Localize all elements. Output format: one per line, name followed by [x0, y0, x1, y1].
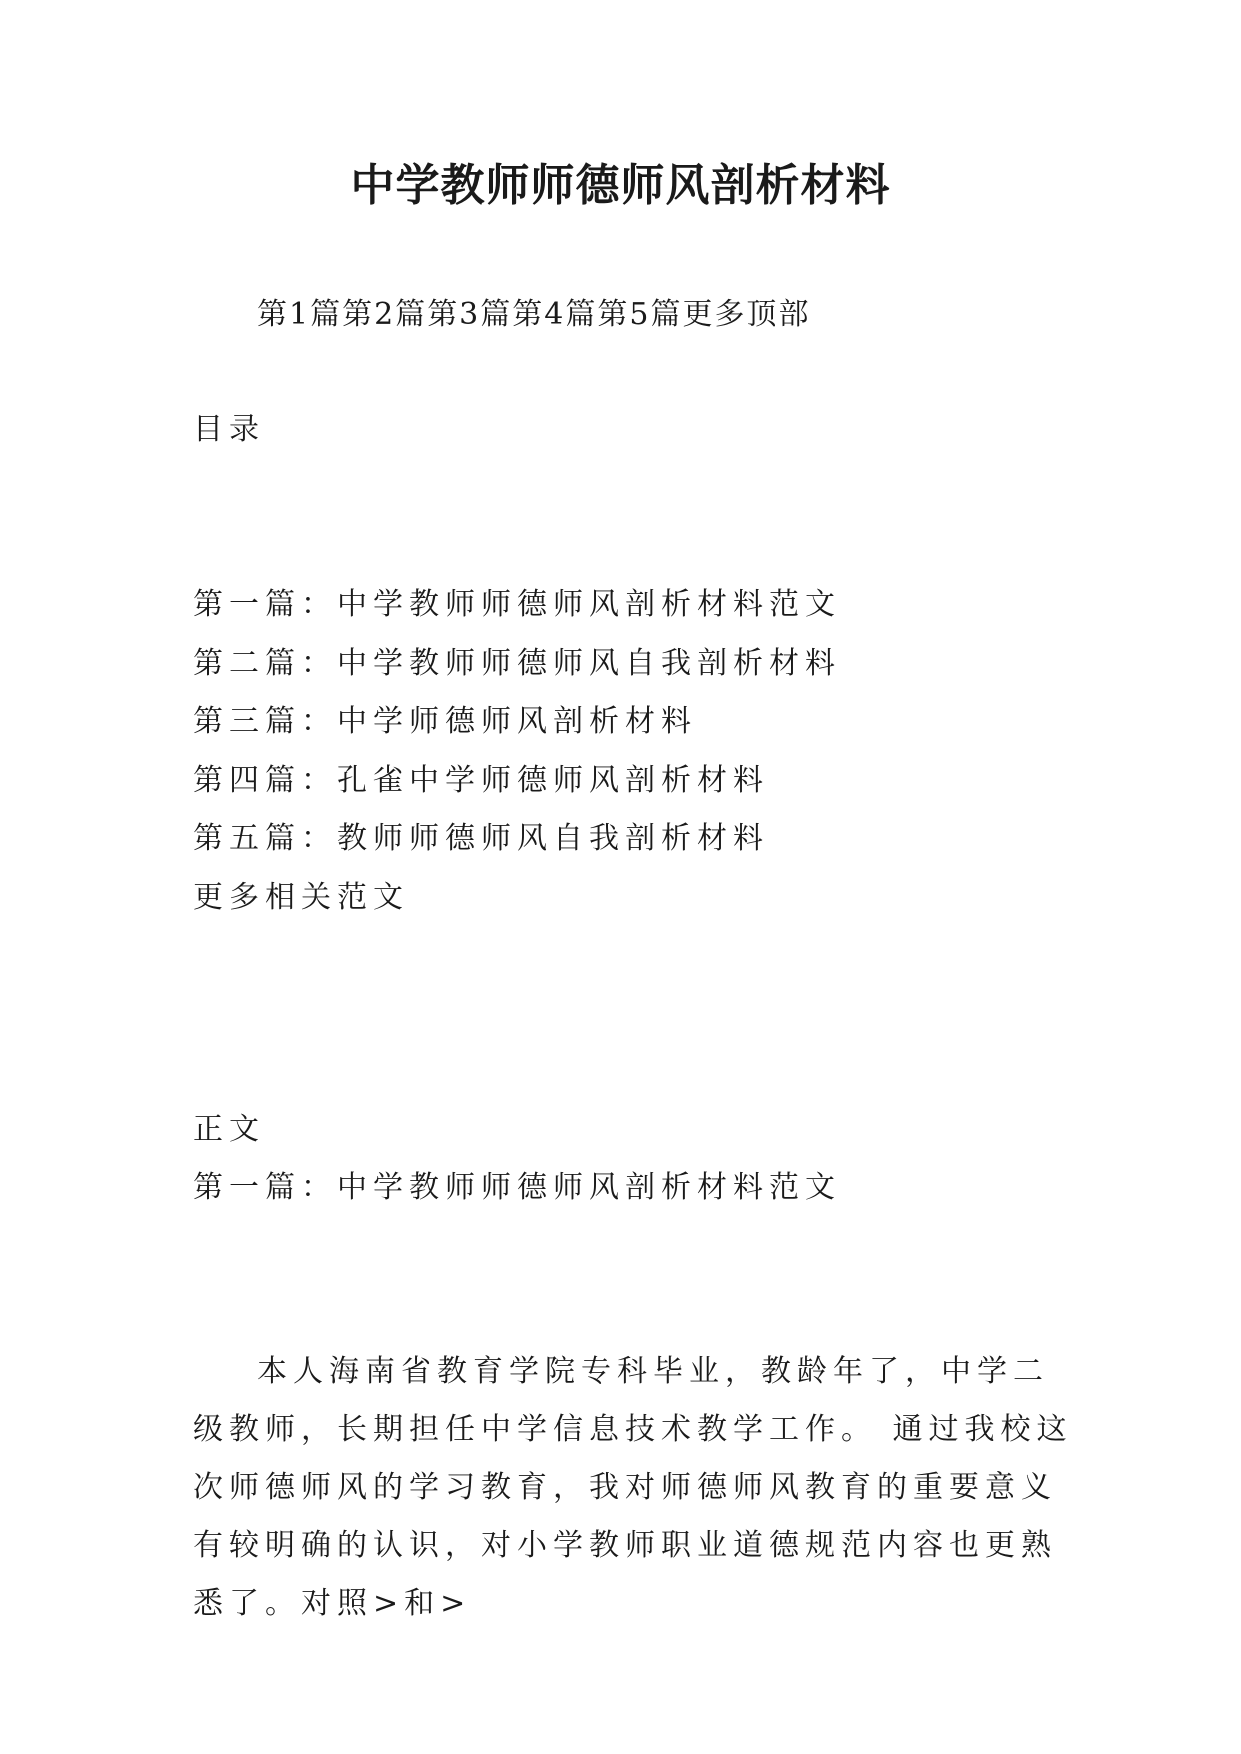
nav-link-part-5[interactable]: 第5篇 — [597, 297, 683, 332]
toc-item[interactable]: 第四篇：孔雀中学师德师风剖析材料 — [193, 762, 769, 798]
toc-item[interactable]: 第五篇：教师师德师风自我剖析材料 — [193, 821, 769, 856]
toc-item[interactable]: 第二篇：中学教师师德师风自我剖析材料 — [193, 645, 841, 681]
toc-item[interactable]: 第一篇：中学教师师德师风剖析材料范文 — [193, 587, 841, 622]
document-title: 中学教师师德师风剖析材料 — [350, 160, 891, 211]
nav-link-part-2[interactable]: 第2篇 — [342, 297, 428, 332]
nav-link-part-3[interactable]: 第3篇 — [427, 297, 513, 332]
body-heading: 正文 — [193, 1112, 265, 1147]
nav-link-part-1[interactable]: 第1篇 — [257, 297, 343, 332]
nav-link-part-4[interactable]: 第4篇 — [512, 297, 598, 332]
toc-heading: 目录 — [193, 412, 265, 447]
nav-link-top[interactable]: 顶部 — [746, 297, 811, 332]
body-subheading: 第一篇：中学教师师德师风剖析材料范文 — [193, 1170, 841, 1205]
section-nav — [257, 295, 810, 335]
toc-item[interactable]: 更多相关范文 — [193, 879, 409, 915]
nav-link-more[interactable]: 更多 — [682, 297, 747, 332]
toc-item[interactable]: 第三篇：中学师德师风剖析材料 — [193, 704, 697, 739]
body-paragraph: 本人海南省教育学院专科毕业，教龄年了，中学二级教师，长期担任中学信息技术教学工作。 通过我校这次师德师风的学习教育，我对师德师风教育的重要意义有较明确的认识，对小学教师职业道德规范内容也更熟悉了。对照>和> — [193, 1354, 1073, 1621]
table-of-contents — [193, 585, 841, 936]
